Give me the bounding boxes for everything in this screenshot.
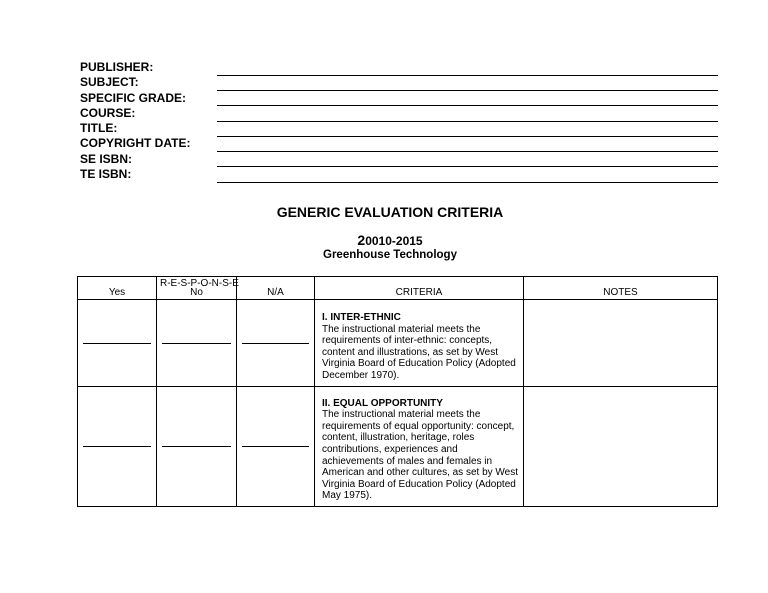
year-rest: 0010-2015 [365,234,423,248]
subject-title: Greenhouse Technology [323,249,457,261]
column-header-no: No [157,277,237,300]
year-range [0,232,768,248]
table-row [78,300,718,387]
publisher-label: PUBLISHER: [80,60,154,74]
copyright-date-line[interactable] [217,137,718,152]
subject-line[interactable] [217,76,718,91]
yes-response-blank[interactable] [78,300,157,387]
specific-grade-label: SPECIFIC GRADE: [80,90,187,105]
criteria-text: The instructional material meets the requirements of equal opportunity: concept, content, illustration, heritage, roles contributions, experiences and achievements of males and females in American and other cultures, as set by West Virginia Board of Education Policy (Adopted May 1975). [322,409,519,502]
se-isbn-line[interactable] [217,152,718,167]
publisher-line[interactable] [217,60,718,76]
na-response-blank[interactable] [237,386,315,506]
criteria-cell [315,386,524,506]
criteria-heading: I. INTER-ETHNIC [322,312,401,323]
column-header-na: N/A [237,277,315,300]
response-group-label: R-E-S-P-O-N-S-E [160,278,239,289]
table-row [78,386,718,506]
header-field-lines [217,60,718,183]
header-field-labels [80,60,210,182]
yes-response-blank[interactable] [78,386,157,506]
no-response-blank[interactable] [157,300,237,387]
evaluation-table [77,276,718,507]
title-line[interactable] [217,122,718,137]
notes-cell[interactable] [524,300,718,387]
criteria-text: The instructional material meets the requirements of inter-ethnic: concepts, content and illustrations, as set by West Virginia Board of Education Policy (Adopted December 1970). [322,323,516,381]
title-label: TITLE: [80,121,118,136]
criteria-cell [315,300,524,387]
year-first-char: 2 [357,232,366,248]
se-isbn-label: SE ISBN: [80,151,133,166]
te-isbn-label: TE ISBN: [80,167,132,182]
criteria-heading: II. EQUAL OPPORTUNITY [322,397,443,409]
na-response-blank[interactable] [237,300,315,387]
subject-label: SUBJECT: [80,75,139,90]
column-header-criteria: CRITERIA [315,277,524,300]
te-isbn-line[interactable] [217,167,718,182]
table-header-row [78,277,718,300]
copyright-date-label: COPYRIGHT DATE: [80,136,191,151]
course-label: COURSE: [80,105,136,120]
course-line[interactable] [217,106,718,121]
specific-grade-line[interactable] [217,91,718,106]
column-header-yes: R-E-S-P-O-N-S-E Yes [78,277,157,300]
notes-cell[interactable] [524,386,718,506]
document-title: GENERIC EVALUATION CRITERIA [276,204,504,220]
no-response-blank[interactable] [157,386,237,506]
column-header-notes: NOTES [524,277,718,300]
